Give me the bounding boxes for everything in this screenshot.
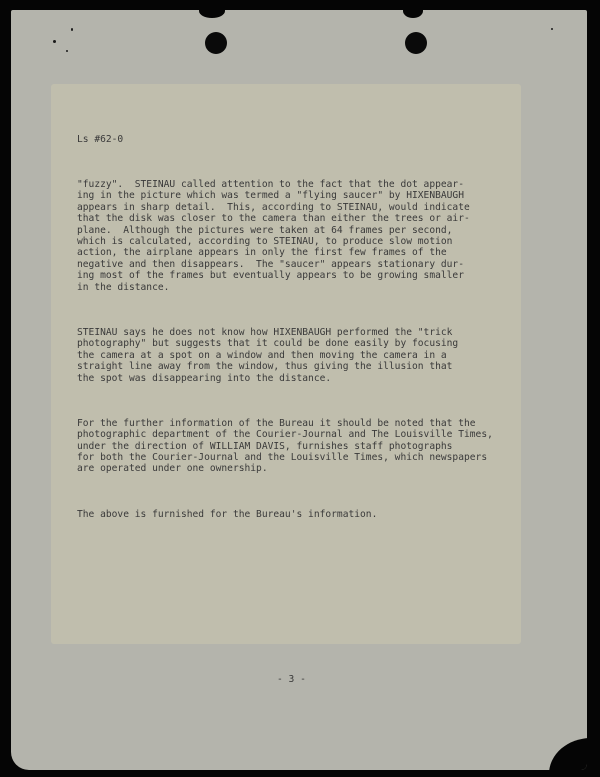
folded-corner xyxy=(549,738,587,770)
dust-speck xyxy=(53,40,56,43)
paragraph: "fuzzy". STEINAU called attention to the fact that the dot appear- ing in the picture which was termed a "flying saucer" by HIXENBAUGH appears in sharp detail. This, according to STEINAU, would indicate that the disk was closer to the camera than either the trees or air- plane. Although the pictures were taken at 64 frames per second, which is calculated, according to STEINAU, to produce slow motion action, the airplane appears in only the first few frames of the negative and then disappears. The "saucer" appears stationary dur- ing most of the frames but eventually appears to be growing smaller in the distance. xyxy=(77,179,470,293)
dust-speck xyxy=(71,28,73,31)
dust-speck xyxy=(66,50,68,52)
page-number: - 3 - xyxy=(277,674,306,685)
paragraph: STEINAU says he does not know how HIXENBAUGH performed the "trick photography" but suggests that it could be done easily by focusing the camera at a spot on a window and then moving the camera in a straight line away from the window, thus giving the illusion that the spot was disappearing into the distance. xyxy=(77,326,459,384)
dust-speck xyxy=(551,28,553,30)
punch-hole xyxy=(405,32,427,54)
file-reference: Ls #62-0 xyxy=(77,133,124,145)
typed-body xyxy=(77,111,507,554)
top-edge-tear xyxy=(403,10,423,18)
top-edge-tear xyxy=(199,10,225,18)
punch-hole xyxy=(205,32,227,54)
paragraph: For the further information of the Bureau it should be noted that the photographic department of the Courier-Journal and The Louisville Times, under the direction of WILLIAM DAVIS, furnishes staff photographs for both the Courier-Journal and the Louisville Times, which newspapers are operated under one ownership. xyxy=(77,417,493,475)
paragraph: The above is furnished for the Bureau's information. xyxy=(77,508,378,520)
